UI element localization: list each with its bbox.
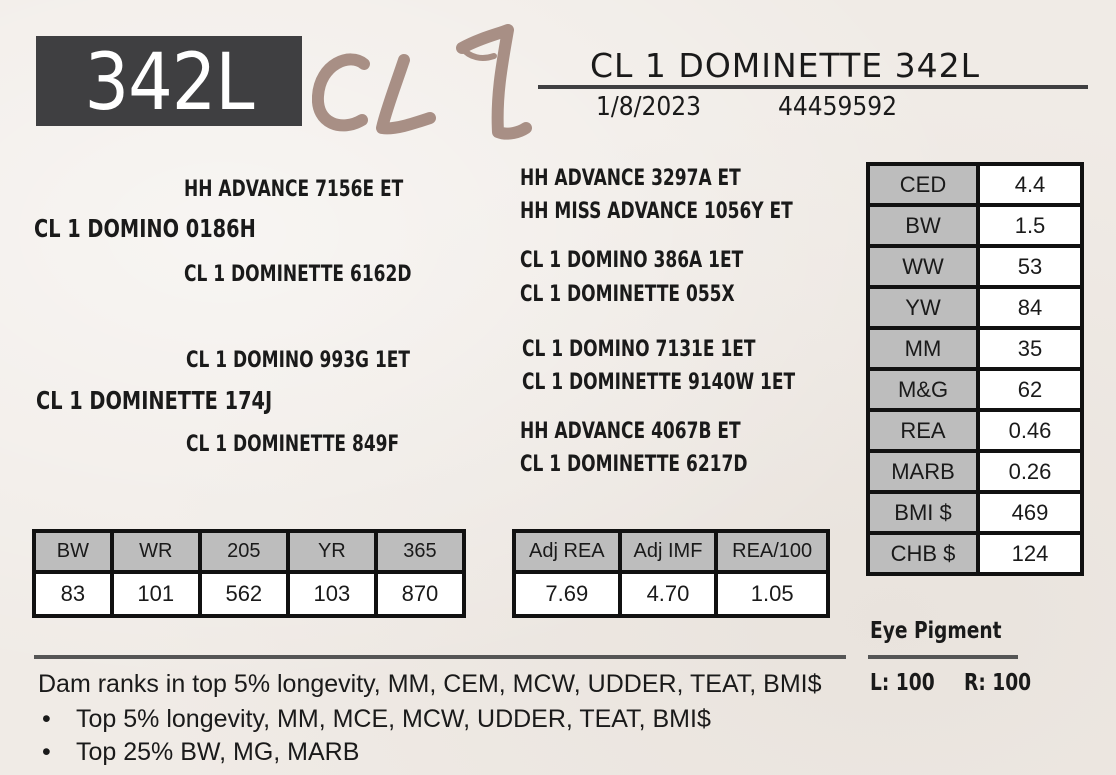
note-text: Top 5% longevity, MM, MCE, MCW, UDDER, TEAT, BMI$: [76, 705, 711, 733]
epd-label: CHB $: [870, 535, 976, 572]
list-item: [42, 736, 711, 769]
epd-row: [870, 248, 1080, 285]
note-text: Top 25% BW, MG, MARB: [76, 738, 360, 766]
registration-number: 44459592: [778, 92, 898, 122]
eye-pigment-underline: [868, 655, 1018, 659]
eye-pigment-left: L: 100: [870, 670, 935, 696]
ultrasound-value: 1.05: [718, 574, 826, 614]
notes-list: [42, 703, 711, 769]
eye-pigment-title: Eye Pigment: [870, 618, 1002, 644]
epd-value: 53: [980, 248, 1080, 285]
sire-dam-sire: CL 1 DOMINO 386A 1ET: [520, 248, 744, 273]
epd-label: WW: [870, 248, 976, 285]
notes-headline: Dam ranks in top 5% longevity, MM, CEM, MCW, UDDER, TEAT, BMI$: [38, 670, 822, 698]
dam: CL 1 DOMINETTE 174J: [36, 386, 273, 415]
bullet-icon: •: [42, 738, 51, 766]
epd-label: BW: [870, 207, 976, 244]
epd-row: [870, 166, 1080, 203]
epd-row: [870, 371, 1080, 408]
epd-row: [870, 289, 1080, 326]
list-item: [42, 703, 711, 736]
epd-row: [870, 330, 1080, 367]
animal-name: CL 1 DOMINETTE 342L: [590, 46, 980, 85]
performance-value-row: [36, 574, 462, 614]
dam-sire-dam: CL 1 DOMINETTE 9140W 1ET: [522, 370, 796, 395]
ultrasound-value: 4.70: [622, 574, 715, 614]
epd-row: [870, 412, 1080, 449]
performance-header-row: [36, 533, 462, 570]
performance-header: WR: [114, 533, 198, 570]
ultrasound-header-row: [516, 533, 826, 570]
epd-value: 35: [980, 330, 1080, 367]
epd-label: CED: [870, 166, 976, 203]
performance-value: 870: [378, 574, 462, 614]
sire-sire: HH ADVANCE 7156E ET: [184, 177, 404, 202]
performance-header: 205: [202, 533, 286, 570]
epd-row: [870, 207, 1080, 244]
performance-value: 103: [290, 574, 374, 614]
epd-row: [870, 494, 1080, 531]
ultrasound-value: 7.69: [516, 574, 618, 614]
epd-label: MARB: [870, 453, 976, 490]
sire: CL 1 DOMINO 0186H: [34, 214, 256, 243]
epd-label: BMI $: [870, 494, 976, 531]
sire-sire-sire: HH ADVANCE 3297A ET: [520, 166, 741, 191]
ultrasound-header: REA/100: [718, 533, 826, 570]
birth-date: 1/8/2023: [596, 92, 702, 122]
epd-value: 4.4: [980, 166, 1080, 203]
performance-value: 101: [114, 574, 198, 614]
performance-table: [32, 529, 466, 618]
sire-dam: CL 1 DOMINETTE 6162D: [184, 262, 412, 287]
ultrasound-table: [512, 529, 830, 618]
cl1-brand-logo: [312, 24, 532, 144]
ultrasound-header: Adj IMF: [622, 533, 715, 570]
epd-table: [866, 162, 1084, 576]
epd-value: 62: [980, 371, 1080, 408]
ultrasound-value-row: [516, 574, 826, 614]
epd-label: M&G: [870, 371, 976, 408]
bullet-icon: •: [42, 705, 51, 733]
epd-value: 0.46: [980, 412, 1080, 449]
eye-pigment-right: R: 100: [964, 670, 1032, 696]
epd-value: 469: [980, 494, 1080, 531]
performance-value: 562: [202, 574, 286, 614]
dam-sire-sire: CL 1 DOMINO 7131E 1ET: [522, 337, 756, 362]
dam-dam-dam: CL 1 DOMINETTE 6217D: [520, 452, 748, 477]
ultrasound-header: Adj REA: [516, 533, 618, 570]
performance-header: YR: [290, 533, 374, 570]
dam-dam-sire: HH ADVANCE 4067B ET: [520, 419, 741, 444]
performance-header: BW: [36, 533, 110, 570]
sire-sire-dam: HH MISS ADVANCE 1056Y ET: [520, 199, 793, 224]
lot-number: 342L: [36, 36, 302, 126]
epd-row: [870, 535, 1080, 572]
epd-value: 84: [980, 289, 1080, 326]
epd-label: REA: [870, 412, 976, 449]
epd-value: 0.26: [980, 453, 1080, 490]
epd-value: 1.5: [980, 207, 1080, 244]
title-underline: [538, 85, 1088, 89]
epd-value: 124: [980, 535, 1080, 572]
dam-dam: CL 1 DOMINETTE 849F: [186, 432, 400, 457]
performance-value: 83: [36, 574, 110, 614]
epd-label: MM: [870, 330, 976, 367]
sire-dam-dam: CL 1 DOMINETTE 055X: [520, 282, 735, 307]
notes-divider: [34, 655, 846, 659]
performance-header: 365: [378, 533, 462, 570]
epd-label: YW: [870, 289, 976, 326]
dam-sire: CL 1 DOMINO 993G 1ET: [186, 348, 411, 373]
epd-row: [870, 453, 1080, 490]
